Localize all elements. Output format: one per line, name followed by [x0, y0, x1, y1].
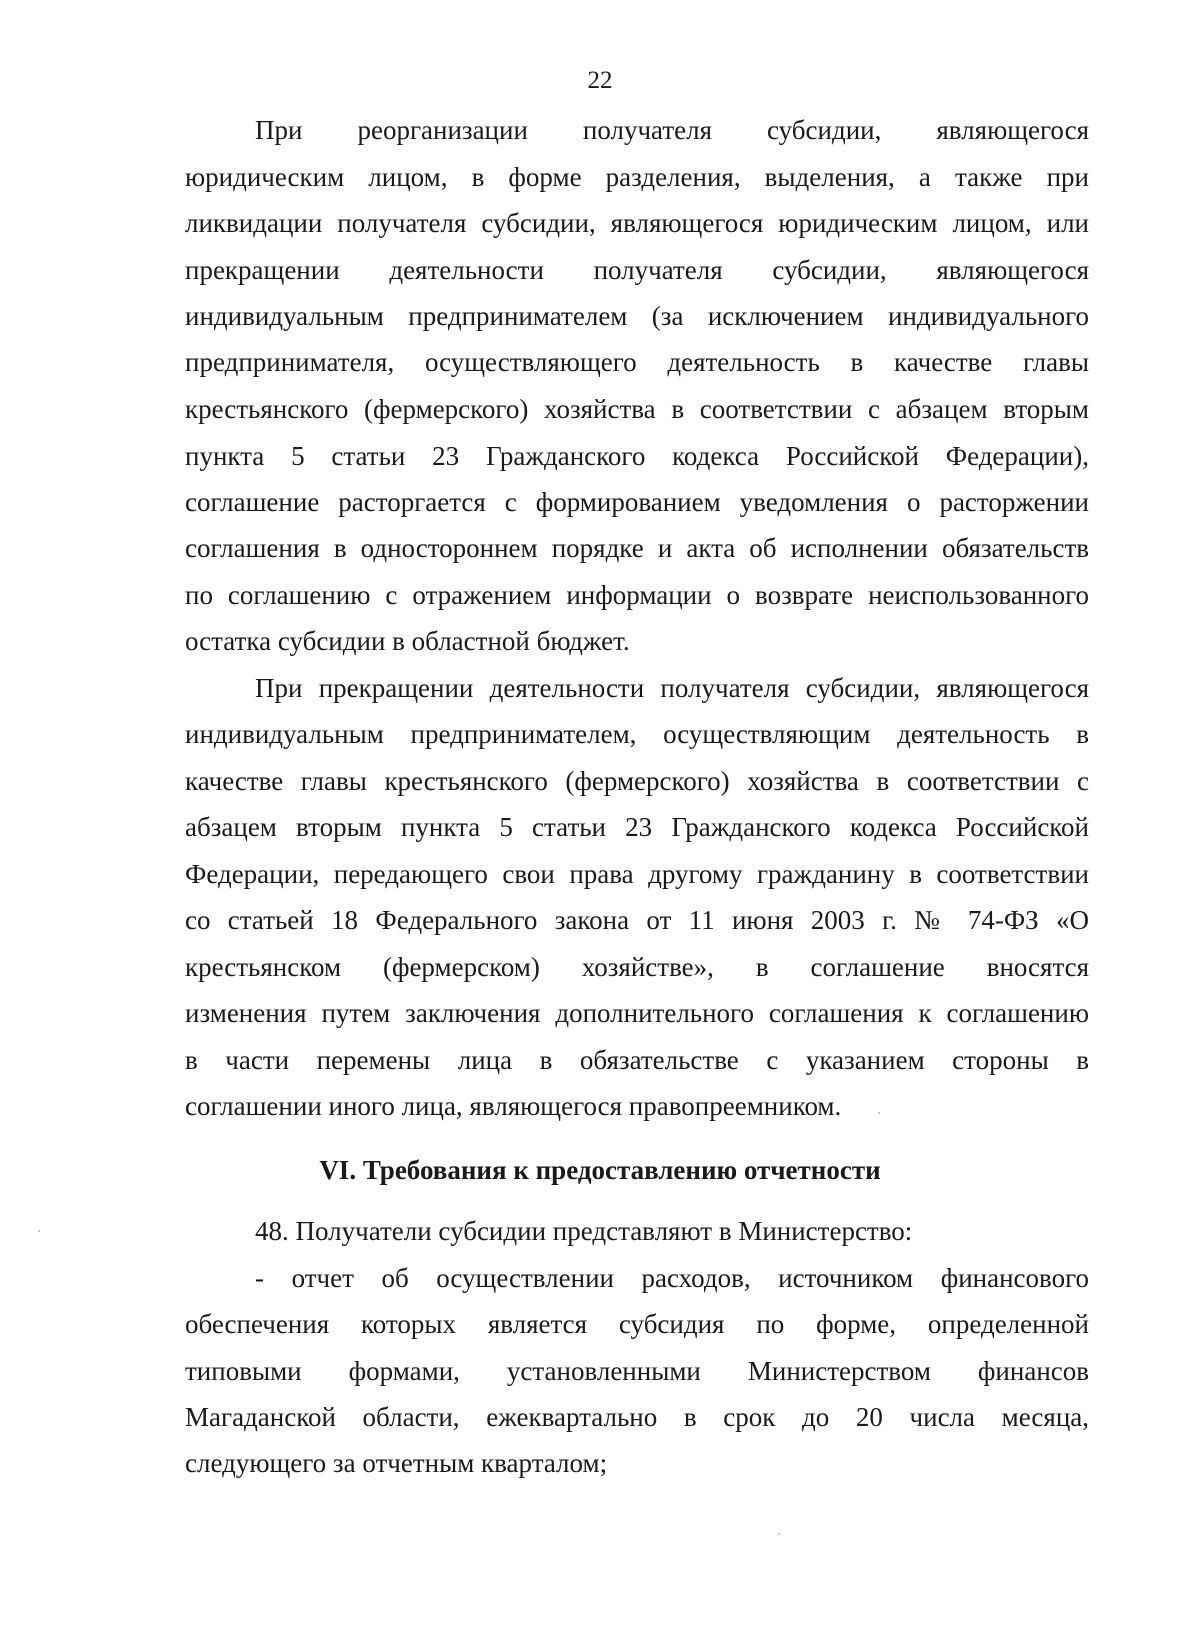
paragraph-1-line-5: индивидуальным предпринимателем (за исключением индивидуального [185, 301, 1089, 331]
paragraph-3-line-1: 48. Получатели субсидии представляют в Министерство: [255, 1216, 913, 1246]
paragraph-1-line-7: крестьянского (фермерского) хозяйства в соответствии с абзацем вторым [185, 394, 1089, 424]
paragraph-2-line-10: соглашении иного лица, являющегося правопреемником. [185, 1091, 842, 1121]
paragraph-2-line-5: Федерации, передающего свои права другому гражданину в соответствии [185, 859, 1089, 889]
paragraph-1-line-11: по соглашению с отражением информации о возврате неиспользованного [185, 580, 1089, 610]
paragraph-1-line-1: При реорганизации получателя субсидии, являющегося [255, 115, 1089, 145]
paragraph-2-line-3: качестве главы крестьянского (фермерского) хозяйства в соответствии с [185, 766, 1089, 796]
section-heading: VI. Требования к предоставлению отчетности [319, 1155, 881, 1185]
paragraph-2-line-2: индивидуальным предпринимателем, осуществляющим деятельность в [185, 719, 1089, 749]
paragraph-4-line-2: обеспечения которых является субсидия по форме, определенной [185, 1309, 1089, 1339]
paragraph-1-line-6: предпринимателя, осуществляющего деятельность в качестве главы [185, 347, 1089, 377]
paragraph-2-line-7: крестьянском (фермерском) хозяйстве», в соглашение вносятся [185, 952, 1089, 982]
paragraph-1-line-9: соглашение расторгается с формированием уведомления о расторжении [185, 487, 1089, 517]
paragraph-1-line-8: пункта 5 статьи 23 Гражданского кодекса Российской Федерации), [185, 441, 1089, 471]
paragraph-4-line-4: Магаданской области, ежеквартально в срок до 20 числа месяца, [185, 1402, 1089, 1432]
paragraph-1-line-2: юридическим лицом, в форме разделения, выделения, а также при [185, 162, 1089, 192]
paragraph-2-line-1: При прекращении деятельности получателя субсидии, являющегося [255, 673, 1089, 703]
scan-speck [38, 1230, 40, 1232]
paragraph-1-line-3: ликвидации получателя субсидии, являющегося юридическим лицом, или [185, 208, 1089, 238]
paragraph-4-line-1: - отчет об осуществлении расходов, источником финансового [255, 1263, 1089, 1293]
paragraph-1-line-12: остатка субсидии в областной бюджет. [185, 626, 630, 656]
paragraph-1-line-10: соглашения в одностороннем порядке и акта об исполнении обязательств [185, 533, 1089, 563]
paragraph-1-line-4: прекращении деятельности получателя субсидии, являющегося [185, 255, 1089, 285]
paragraph-2-line-4: абзацем вторым пункта 5 статьи 23 Гражданского кодекса Российской [185, 812, 1089, 842]
scan-speck [778, 1533, 780, 1535]
paragraph-4-line-3: типовыми формами, установленными Министерством финансов [185, 1356, 1089, 1386]
page-number: 22 [587, 67, 613, 94]
paragraph-2-line-9: в части перемены лица в обязательстве с указанием стороны в [185, 1045, 1089, 1075]
paragraph-4-line-5: следующего за отчетным кварталом; [185, 1448, 608, 1478]
scan-speck [878, 1112, 880, 1114]
paragraph-2-line-6: со статьей 18 Федерального закона от 11 июня 2003 г. № 74-ФЗ «О [185, 905, 1089, 935]
paragraph-2-line-8: изменения путем заключения дополнительного соглашения к соглашению [185, 998, 1089, 1028]
